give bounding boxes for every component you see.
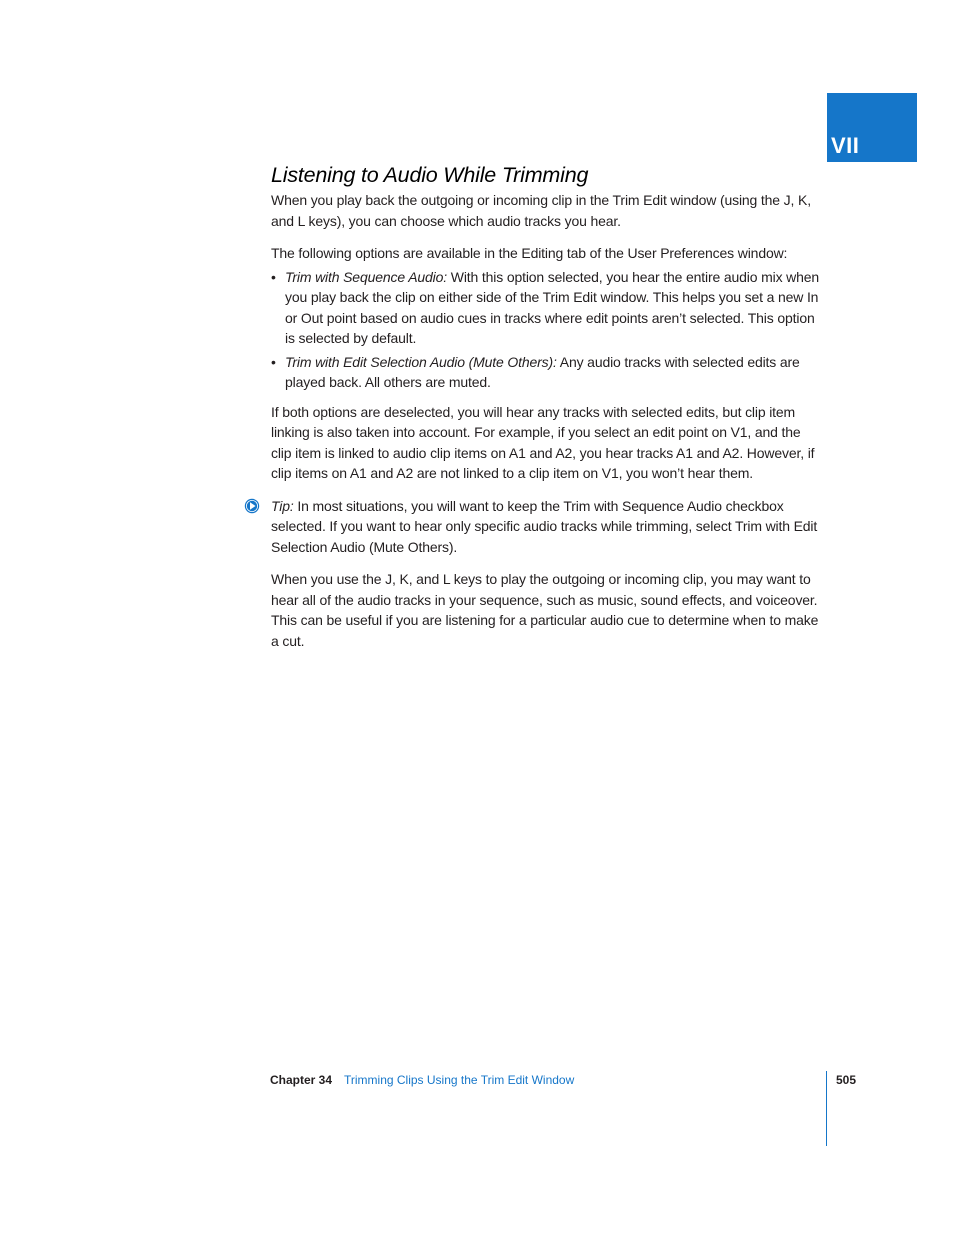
jkl-paragraph: When you use the J, K, and L keys to play the outgoing or incoming clip, you may want to hear all of the audio tracks in your sequence, such as music, sound effects, and voiceover. This can be useful if you are listening for a particular audio cue to determine when to make a cut. bbox=[271, 571, 819, 649]
option-text: With this option selected, you hear the entire audio mix when you play back the clip on either side of the Trim Edit window. This helps you set a new In or Out point based on audio cues in tracks where edit points aren’t selected. This option is selected by default. bbox=[285, 268, 820, 346]
option-term: Trim with Edit Selection Audio (Mute Others): bbox=[285, 353, 557, 370]
tip-text: In most situations, you will want to keep the Trim with Sequence Audio checkbox selected. If you want to hear only specific audio tracks while trimming, select Trim with Edit Selection Audio (Mute Others). bbox=[271, 497, 818, 555]
list-item bbox=[271, 352, 823, 393]
intro-paragraph: When you play back the outgoing or incoming clip in the Trim Edit window (using the J, K, and L keys), you can choose which audio tracks you hear. bbox=[271, 192, 811, 229]
option-term: Trim with Sequence Audio: bbox=[285, 268, 447, 285]
footer-divider bbox=[826, 1071, 827, 1146]
section-title: Listening to Audio While Trimming bbox=[271, 163, 589, 187]
part-number: VII bbox=[831, 133, 860, 158]
part-tab bbox=[827, 93, 917, 162]
option-text: Any audio tracks with selected edits are played back. All others are muted. bbox=[285, 353, 800, 390]
tip-label: Tip: bbox=[271, 497, 294, 514]
tip-arrow-icon bbox=[244, 498, 260, 514]
tip-block bbox=[271, 496, 823, 558]
options-list bbox=[271, 267, 823, 393]
options-intro-paragraph: The following options are available in the Editing tab of the User Preferences window: bbox=[271, 245, 788, 261]
footer-chapter: Chapter 34 bbox=[270, 1073, 333, 1087]
bullet-icon: • bbox=[271, 268, 276, 285]
bullet-icon: • bbox=[271, 353, 276, 370]
footer-chapter-title: Trimming Clips Using the Trim Edit Window bbox=[344, 1073, 575, 1087]
page-number: 505 bbox=[836, 1073, 857, 1087]
page-content bbox=[271, 160, 823, 651]
list-item bbox=[271, 267, 823, 349]
both-deselected-paragraph: If both options are deselected, you will hear any tracks with selected edits, but clip item linking is also taken into account. For example, if you select an edit point on V1, and the clip item is linked to audio clip items on A1 and A2, you hear tracks A1 and A2. However, if clip items on A1 and A2 are not linked to a clip item on V1, you won’t hear them. bbox=[271, 403, 815, 481]
